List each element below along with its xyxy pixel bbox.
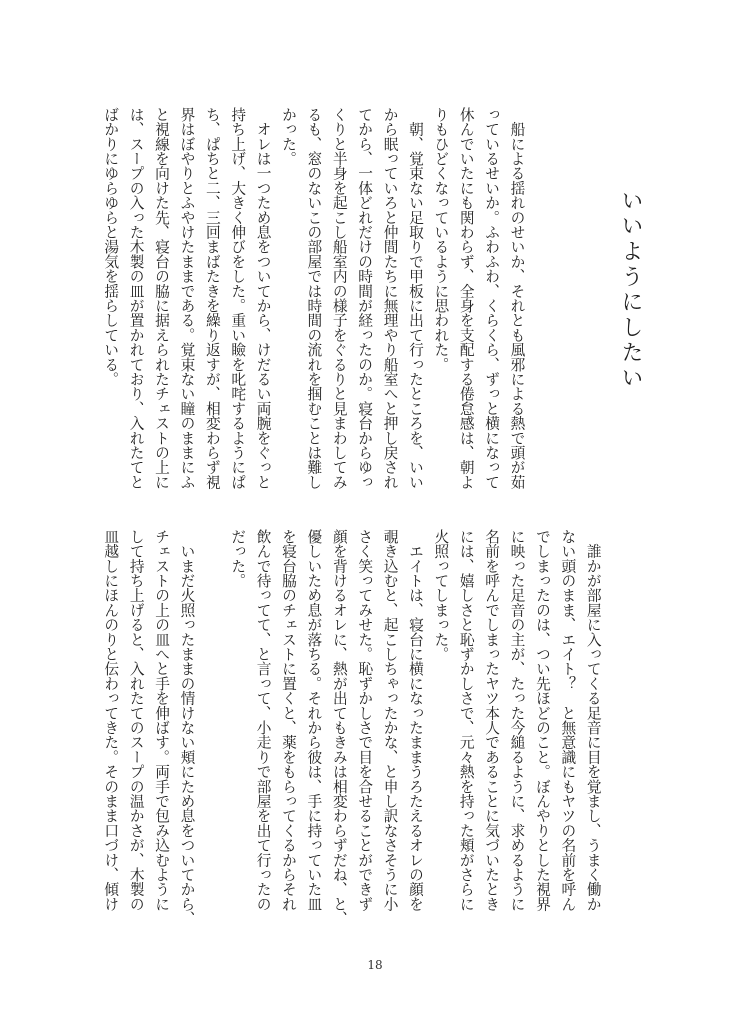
text-column: ち、ぱちと二、三回まばたきを繰り返すが、相変わらず視 (203, 107, 221, 490)
text-column: でしまったのは、つい先ほどのこと。ぼんやりとした視界 (533, 529, 551, 912)
text-column: は、スープの入った木製の皿が置かれており、入れたてと (127, 107, 145, 490)
text-column: と視線を向けた先、寝台の脇に据えられたチェストの上に (153, 107, 171, 490)
text-column: 名前を呼んでしまったヤツ本人であることに気づいたとき (483, 529, 501, 912)
chapter-title: いいようにしたい (618, 189, 643, 392)
text-column: 休んでいたにも関わらず、全身を支配する倦怠感は、朝よ (457, 107, 475, 490)
text-column: 船による揺れのせいか、それとも風邪による熱で頭が茹 (508, 107, 526, 490)
text-block-bottom (98, 529, 606, 926)
blank-column (199, 529, 224, 911)
text-column: りもひどくなっているように思われた。 (432, 107, 450, 372)
text-column: には、嬉しさと恥ずかしさで、元々熱を持った頬がさらに (457, 529, 475, 912)
text-column: 持ち上げ、大きく伸びをした。重い瞼を叱咤するようにぱ (229, 107, 247, 490)
text-column: 火照ってしまった。 (432, 529, 450, 662)
text-column: ばかりにゆらゆらと湯気を揺らしている。 (102, 107, 120, 387)
text-column: るも、窓のないこの部屋では時間の流れを掴むことは難し (305, 107, 323, 490)
text-column: 覗き込むと、起こしちゃったかな、と申し訳なさそうに小 (381, 529, 399, 912)
text-column: 界はぼやりとふやけたままである。覚束ない瞳のままにふ (178, 107, 196, 490)
text-column: 飲んで待ってて、と言って、小走りで部屋を出て行ったの (254, 529, 272, 912)
text-column: だった。 (229, 529, 247, 588)
text-column: チェストの上の皿へと手を伸ばす。両手で包み込むように (153, 529, 171, 912)
text-block-top (98, 107, 530, 489)
text-column: いまだ火照ったままの情けない頬にため息をついてから、 (178, 529, 196, 926)
text-column: して持ち上げると、入れたてのスープの温かさが、木製の (127, 529, 145, 912)
page-number: 18 (367, 958, 383, 972)
text-column: 顔を背けるオレに、熱が出てもきみは相変わらずだね、と、 (330, 529, 348, 926)
text-column: から眠っていろと仲間たちに無理やり船室へと押し戻され (381, 107, 399, 490)
text-column: 誰かが部屋に入ってくる足音に目を覚まし、うまく働か (584, 529, 602, 912)
text-column: オレは一つため息をついてから、けだるい両腕をぐっと (254, 107, 272, 490)
text-column: エイトは、寝台に横になったままうろたえるオレの顔を (406, 529, 424, 912)
text-column: 皿越しにほんのりと伝わってきた。そのまま口づけ、傾け (102, 529, 120, 912)
text-column: に映った足音の主が、たった今縋るように、求めるように (508, 529, 526, 912)
text-column: っているせいか。ふわふわ、くらくら、ずっと横になって (483, 107, 501, 490)
text-column: 優しいため息が落ちる。それから彼は、手に持っていた皿 (305, 529, 323, 912)
text-column: さく笑ってみせた。恥ずかしさで目を合せることができず (356, 529, 374, 912)
text-column: かった。 (279, 107, 297, 166)
text-column: ない頭のまま、エイト？ と無意識にもヤツの名前を呼ん (559, 529, 577, 912)
text-column: を寝台脇のチェストに置くと、薬をもらってくるからそれ (280, 529, 298, 912)
text-column: くりと半身を起こし船室内の様子をぐるりと見まわしてみ (330, 107, 348, 490)
text-column: てから、一体どれだけの時間が経ったのか。寝台からゆっ (356, 107, 374, 490)
text-column: 朝、覚束ない足取りで甲板に出て行ったところを、いい (406, 107, 424, 490)
